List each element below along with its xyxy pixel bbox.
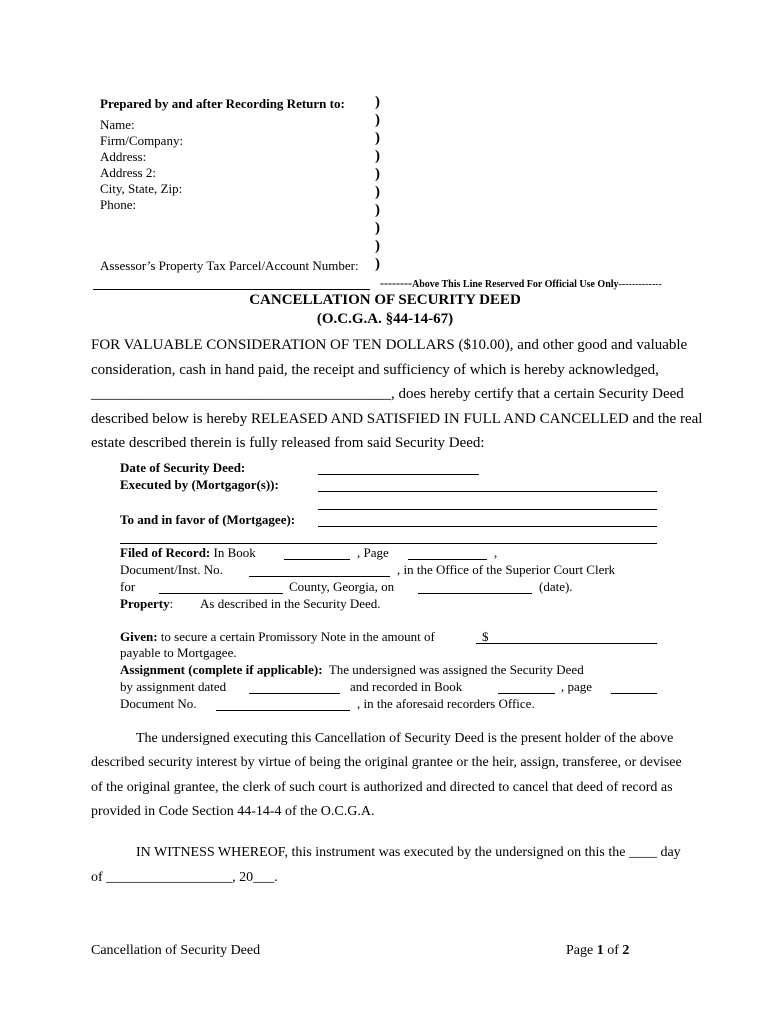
reserved-text: Above This Line Reserved For Official Use Only	[411, 279, 619, 290]
reserved-dashes: --------	[380, 276, 412, 290]
mortgagor-blank[interactable]	[318, 491, 657, 492]
header-paren: )	[375, 238, 380, 254]
page-label: , Page	[357, 545, 389, 560]
clerk-office-text: , in the Office of the Superior Court Clerk	[397, 562, 616, 577]
reserved-notice	[380, 276, 662, 291]
page-number	[566, 943, 629, 959]
header-paren: )	[375, 112, 380, 128]
header-paren: )	[375, 94, 380, 110]
current-page: 1	[596, 943, 604, 958]
property-text: As described in the Security Deed.	[200, 596, 381, 611]
payable-text: payable to Mortgagee.	[120, 645, 237, 660]
date-of-deed-blank[interactable]	[318, 474, 479, 475]
body-paragraph-line: described security interest by virtue of being the original grantee or the heir, assign, transferee, or devisee	[91, 755, 682, 770]
intro-line: described below is hereby RELEASED AND SATISFIED IN FULL AND CANCELLED and the real	[91, 411, 703, 427]
recorded-in-book-label: and recorded in Book	[350, 679, 463, 694]
header-paren: )	[375, 256, 380, 272]
doc-inst-blank[interactable]	[249, 576, 390, 577]
in-book-label: In Book	[213, 545, 256, 560]
page-blank[interactable]	[408, 559, 487, 560]
mortgagee-label: To and in favor of (Mortgagee):	[120, 512, 296, 527]
header-paren: )	[375, 220, 380, 236]
header-paren: )	[375, 130, 380, 146]
date-of-deed-label: Date of Security Deed:	[120, 460, 246, 475]
assignment-text: The undersigned was assigned the Security Deed	[328, 662, 584, 677]
given-text: to secure a certain Promissory Note in the amount of	[160, 629, 435, 644]
mortgagee-blank[interactable]	[318, 526, 657, 527]
mortgagee-blank-2[interactable]	[120, 543, 657, 544]
of-word: of	[607, 943, 619, 958]
county-blank[interactable]	[159, 593, 283, 594]
prepared-by-heading: Prepared by and after Recording Return to:	[100, 96, 345, 111]
statute-reference: (O.C.G.A. §44-14-67)	[316, 311, 454, 327]
date-paren: (date).	[539, 579, 573, 594]
assignment-date-blank[interactable]	[249, 693, 340, 694]
record-date-blank[interactable]	[418, 593, 532, 594]
doc-inst-label: Document/Inst. No.	[120, 562, 223, 577]
phone-label: Phone:	[100, 197, 137, 212]
intro-line: FOR VALUABLE CONSIDERATION OF TEN DOLLARS ($10.00), and other good and valuable	[91, 337, 688, 353]
assignment-doc-blank[interactable]	[216, 710, 350, 711]
mortgagor-blank-2[interactable]	[318, 509, 657, 510]
property-row	[120, 596, 173, 612]
witness-line: of __________________, 20___.	[91, 870, 278, 885]
document-title: CANCELLATION OF SECURITY DEED	[249, 292, 521, 308]
given-row	[120, 629, 435, 645]
header-paren: )	[375, 148, 380, 164]
filed-of-record-row	[120, 545, 256, 561]
name-label: Name:	[100, 117, 135, 132]
property-label: Property	[120, 596, 170, 611]
footer-title: Cancellation of Security Deed	[91, 943, 261, 958]
header-paren: )	[375, 202, 380, 218]
property-colon: :	[169, 596, 174, 611]
amount-blank[interactable]	[476, 643, 657, 644]
reserved-tail: -------------	[618, 279, 662, 290]
city-state-zip-label: City, State, Zip:	[100, 181, 183, 196]
body-paragraph-line: of the original grantee, the clerk of such court is authorized and directed to cancel that deed of record as	[91, 780, 673, 795]
header-paren: )	[375, 166, 380, 182]
assignment-book-blank[interactable]	[498, 693, 555, 694]
assignment-page-blank[interactable]	[611, 693, 657, 694]
book-blank[interactable]	[284, 559, 350, 560]
document-no-label: Document No.	[120, 696, 197, 711]
filed-of-record-label: Filed of Record:	[120, 545, 211, 560]
county-label: County, Georgia, on	[289, 579, 395, 594]
assignment-row	[120, 662, 584, 678]
comma: ,	[494, 545, 498, 560]
assessor-label: Assessor’s Property Tax Parcel/Account Number:	[100, 258, 359, 273]
firm-label: Firm/Company:	[100, 133, 184, 148]
body-paragraph-line: The undersigned executing this Cancellation of Security Deed is the present holder of the above	[136, 731, 674, 746]
body-paragraph-line: provided in Code Section 44-14-4 of the O.C.G.A.	[91, 804, 375, 819]
by-assignment-label: by assignment dated	[120, 679, 227, 694]
intro-line: estate described therein is fully released from said Security Deed:	[91, 435, 485, 451]
page-word: Page	[566, 943, 594, 958]
aforesaid-text: , in the aforesaid recorders Office.	[357, 696, 535, 711]
address-label: Address:	[100, 149, 147, 164]
for-label: for	[120, 579, 136, 594]
assignment-label: Assignment (complete if applicable):	[120, 662, 323, 677]
witness-line: IN WITNESS WHEREOF, this instrument was executed by the undersigned on this the ____ day	[136, 845, 681, 860]
intro-line: consideration, cash in hand paid, the receipt and sufficiency of which is hereby acknowledged,	[91, 362, 659, 378]
given-label: Given:	[120, 629, 158, 644]
intro-line: ________________________________________, does hereby certify that a certain Security Deed	[91, 386, 684, 402]
reserved-divider-line	[93, 289, 370, 290]
assignment-page-label: , page	[561, 679, 593, 694]
header-paren: )	[375, 184, 380, 200]
address2-label: Address 2:	[100, 165, 156, 180]
dollar-sign: $	[482, 629, 489, 644]
total-pages: 2	[622, 943, 630, 958]
mortgagor-label: Executed by (Mortgagor(s)):	[120, 477, 279, 492]
